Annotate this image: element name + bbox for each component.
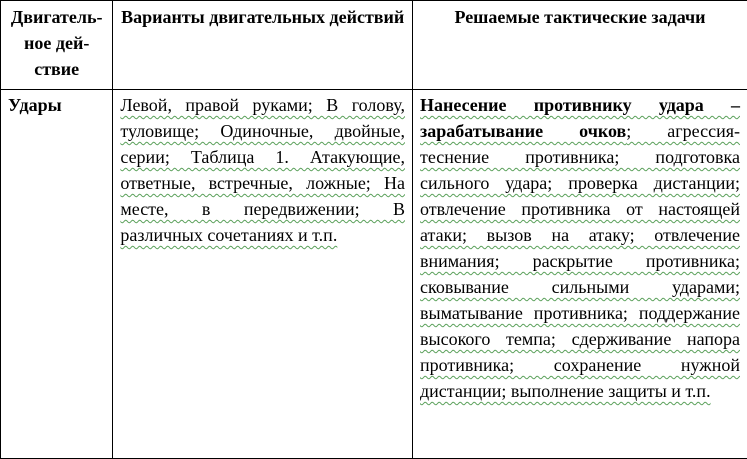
table-row: [1, 90, 747, 459]
header-tactical-tasks: Решаемые тактические задачи: [413, 1, 747, 90]
cell-motor-action: [1, 90, 113, 459]
header-motor-action: Двигательное действие: [1, 1, 113, 90]
header-action-variants: Варианты двигательных действий: [113, 1, 413, 90]
tactical-tasks-lead: Нанесение противнику удара – зарабатывание очков: [420, 95, 740, 141]
table-header-row: [1, 1, 747, 90]
motor-action-text: Удары: [8, 95, 62, 115]
action-variants-text: Левой, правой руками; В голову, туловище; Одиночные, двойные, серии; Таблица 1. Атакующие, ответные, встречные, ложные; На месте, в передвижении; В различных сочетаниях и т.п.: [120, 95, 405, 245]
cell-action-variants: [113, 90, 413, 459]
cell-tactical-tasks: [413, 90, 747, 459]
tactical-tasks-text: ; агрессия-теснение противника; подготовка сильного удара; проверка дистанции; отвлечение противника от настоящей атаки; вызов на атаку; отвлечение внимания; раскрытие противника; сковывание сильными ударами; выматывание противника; поддержание высокого темпа; сдерживание напора противника; сохранение нужной дистанции; выполнение защиты и т.п.: [420, 121, 740, 401]
